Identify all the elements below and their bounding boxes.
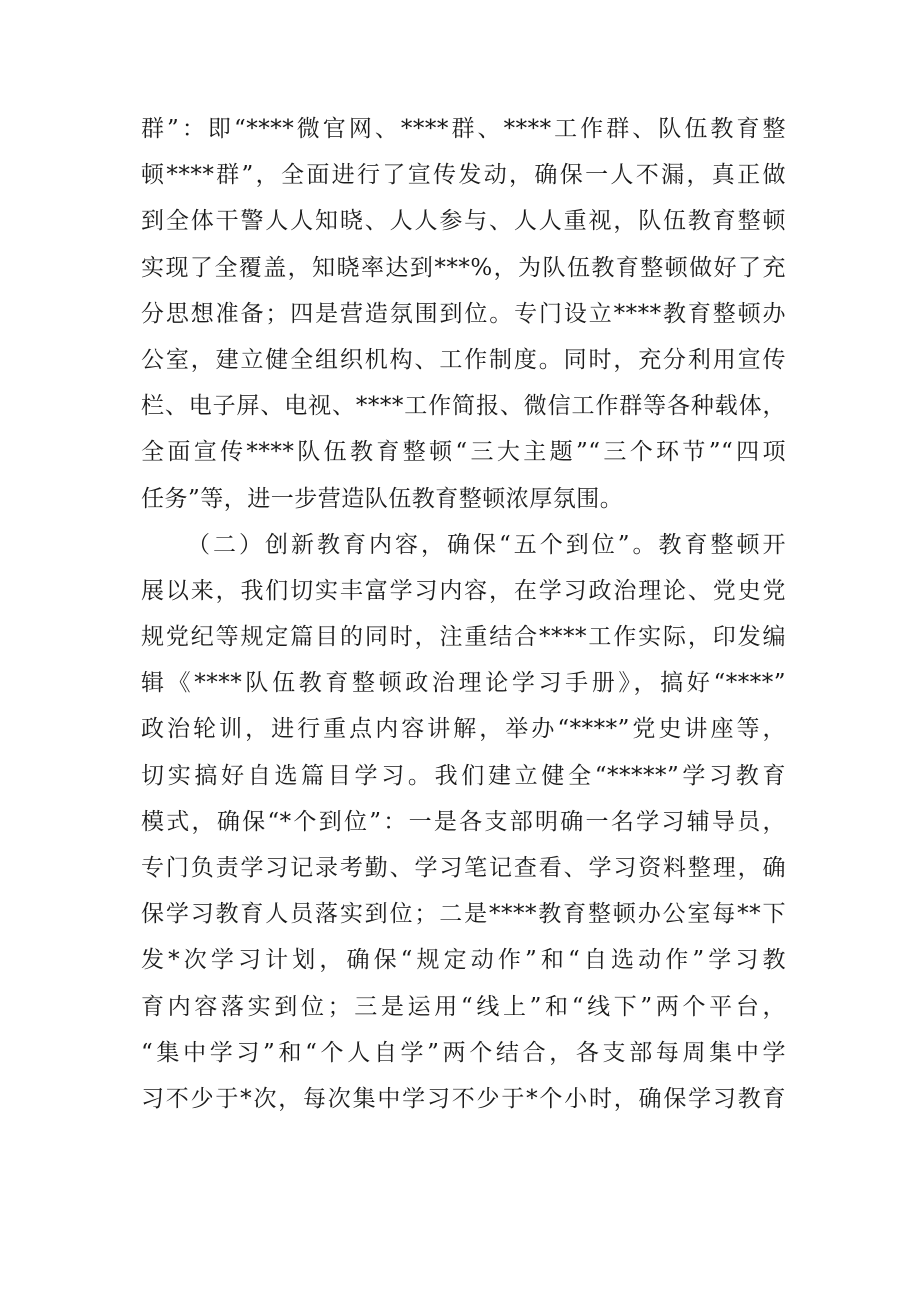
- text-line: 模式，确保“*个到位”：一是各支部明确一名学习辅导员，: [141, 808, 786, 835]
- text-line: 保学习教育人员落实到位；二是****教育整顿办公室每**下: [141, 901, 786, 928]
- text-line: 习不少于*次，每次集中学习不少于*个小时，确保学习教育: [141, 1085, 786, 1112]
- text-line: 全面宣传****队伍教育整顿“三大主题”“三个环节”“四项: [141, 439, 786, 466]
- text-line: 育内容落实到位；三是运用“线上”和“线下”两个平台，: [141, 993, 786, 1020]
- text-line: 切实搞好自选篇目学习。我们建立健全“*****”学习教育: [141, 762, 786, 789]
- text-line: “集中学习”和“个人自学”两个结合，各支部每周集中学: [141, 1039, 786, 1066]
- section-heading-line: （二）创新教育内容，确保“五个到位”。教育整顿开: [187, 531, 786, 558]
- text-line: 实现了全覆盖，知晓率达到***%，为队伍教育整顿做好了充: [141, 254, 786, 281]
- body-text: [141, 106, 786, 1122]
- text-line: 专门负责学习记录考勤、学习笔记查看、学习资料整理，确: [141, 855, 786, 881]
- text-line: 分思想准备；四是营造氛围到位。专门设立****教育整顿办: [141, 300, 786, 327]
- text-line: 展以来，我们切实丰富学习内容，在学习政治理论、党史党: [141, 577, 786, 604]
- text-line: 顿****群”，全面进行了宣传发动，确保一人不漏，真正做: [141, 162, 786, 189]
- text-line: 发*次学习计划，确保“规定动作”和“自选动作”学习教: [141, 947, 786, 974]
- text-line: 规党纪等规定篇目的同时，注重结合****工作实际，印发编: [141, 624, 786, 651]
- text-line: 到全体干警人人知晓、人人参与、人人重视，队伍教育整顿: [141, 208, 786, 235]
- paragraph-end-line: 任务”等，进一步营造队伍教育整顿浓厚氛围。: [141, 485, 624, 512]
- text-line: 群”：即“****微官网、****群、****工作群、队伍教育整: [141, 116, 786, 142]
- text-line: 辑《****队伍教育整顿政治理论学习手册》，搞好“****”: [141, 670, 786, 697]
- text-line: 政治轮训，进行重点内容讲解，举办“****”党史讲座等，: [141, 716, 786, 743]
- text-line: 栏、电子屏、电视、****工作简报、微信工作群等各种载体，: [141, 393, 786, 420]
- text-line: 公室，建立健全组织机构、工作制度。同时，充分利用宣传: [141, 346, 786, 373]
